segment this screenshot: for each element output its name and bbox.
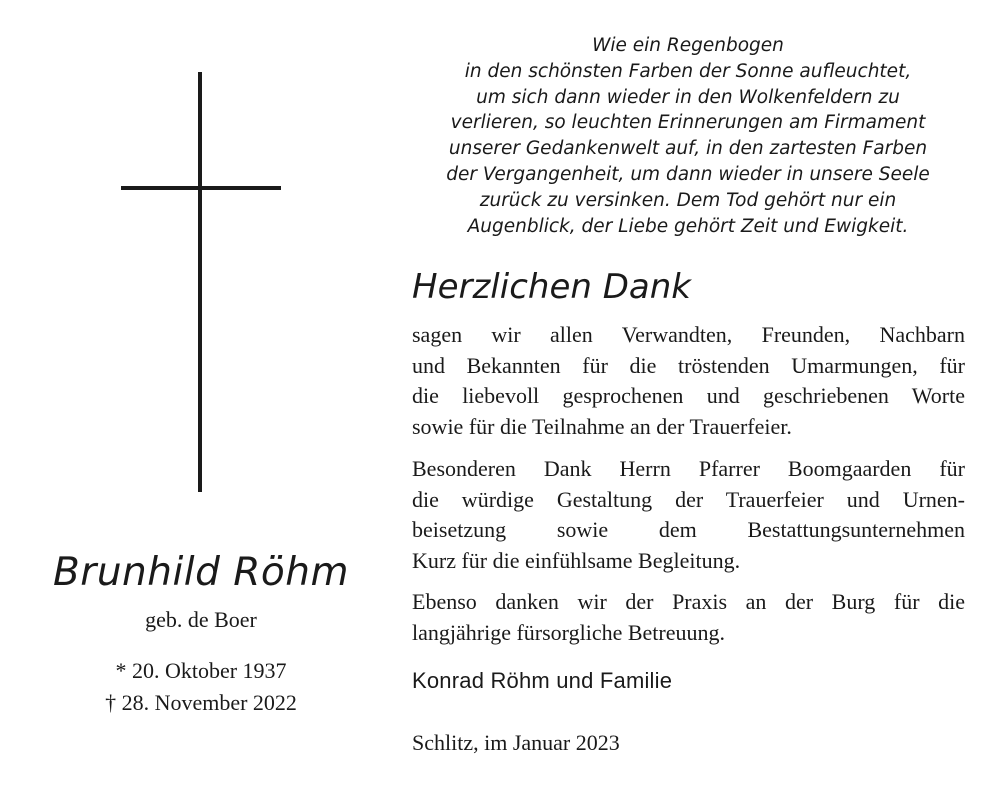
practice-thanks-paragraph bbox=[412, 587, 965, 648]
poem-line: unserer Gedankenwelt auf, in den zartesten Farben bbox=[448, 138, 928, 160]
paragraph-line: langjährige fürsorgliche Betreuung. bbox=[412, 619, 725, 645]
signature: Konrad Röhm und Familie bbox=[412, 668, 673, 693]
poem-line: der Vergangenheit, um dann wieder in unsere Seele bbox=[446, 163, 930, 185]
poem bbox=[410, 33, 966, 239]
deceased-name: Brunhild Röhm bbox=[53, 550, 349, 595]
life-dates bbox=[20, 655, 382, 719]
paragraph-line: Besonderen Dank Herrn Pfarrer Boomgaarden für bbox=[412, 456, 965, 481]
poem-line: verlieren, so leuchten Erinnerungen am Firmament bbox=[450, 112, 926, 134]
paragraph-line: Ebenso danken wir der Praxis an der Burg für die bbox=[412, 589, 965, 614]
paragraph-line: beisetzung sowie dem Bestattungsunternehmen bbox=[412, 517, 965, 542]
paragraph-line: sowie für die Teilnahme an der Trauerfeier. bbox=[412, 413, 792, 439]
poem-line: Augenblick, der Liebe gehört Zeit und Ewigkeit. bbox=[467, 215, 909, 237]
thanks-paragraph bbox=[412, 320, 965, 442]
poem-line: um sich dann wieder in den Wolkenfeldern zu bbox=[476, 86, 900, 108]
thanks-heading: Herzlichen Dank bbox=[412, 267, 691, 307]
paragraph-line: sagen wir allen Verwandten, Freunden, Nachbarn bbox=[412, 322, 965, 347]
birth-date: * 20. Oktober 1937 bbox=[115, 658, 287, 683]
deceased-info bbox=[20, 545, 382, 719]
poem-line: Wie ein Regenbogen bbox=[592, 35, 784, 56]
paragraph-line: die liebevoll gesprochenen und geschriebenen Worte bbox=[412, 383, 965, 408]
maiden-name: geb. de Boer bbox=[145, 607, 257, 632]
poem-line: in den schönsten Farben der Sonne aufleuchtet, bbox=[464, 60, 912, 82]
paragraph-line: und Bekannten für die tröstenden Umarmungen, für bbox=[412, 352, 965, 378]
cross-icon bbox=[121, 72, 281, 492]
paragraph-line: die würdige Gestaltung der Trauerfeier und Urnen- bbox=[412, 486, 965, 512]
death-date: † 28. November 2022 bbox=[105, 690, 297, 715]
place-date: Schlitz, im Januar 2023 bbox=[412, 730, 620, 755]
special-thanks-paragraph bbox=[412, 454, 965, 576]
poem-line: zurück zu versinken. Dem Tod gehört nur ein bbox=[479, 189, 897, 211]
paragraph-line: Kurz für die einfühlsame Begleitung. bbox=[412, 547, 741, 573]
cross-horizontal-bar bbox=[121, 186, 281, 190]
cross-vertical-bar bbox=[198, 72, 202, 492]
